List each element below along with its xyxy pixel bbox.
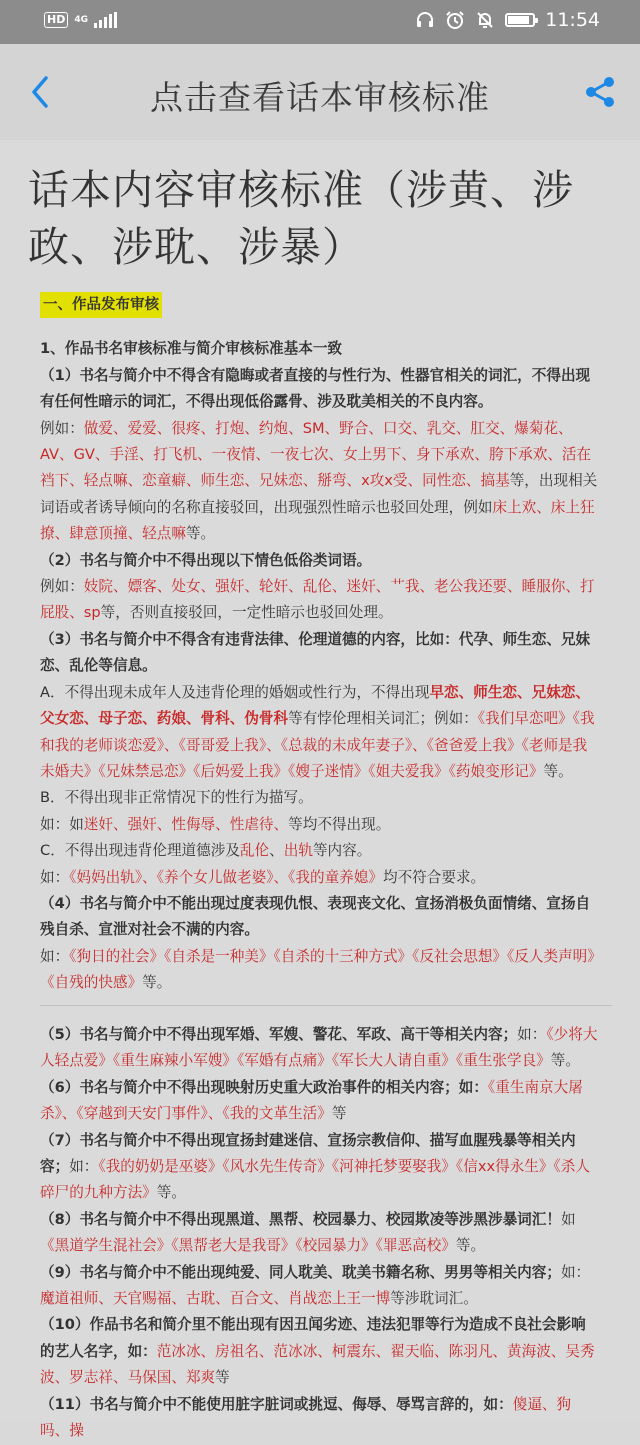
rule-text: （8）书名与简介中不得出现黑道、黑帮、校园暴力、校园欺凌等涉黑涉暴词汇！	[40, 1210, 561, 1228]
example-text: 等有悖伦理相关词汇；例如：	[288, 710, 478, 728]
mute-bell-icon	[475, 10, 495, 30]
example-text: C．不得出现违背伦理道德涉及	[40, 842, 240, 860]
sensitive-titles: 《黑道学生混社会》《黑帮老大是我哥》《校园暴力》《罪恶高校》	[40, 1237, 456, 1255]
rule-1-11	[40, 1392, 600, 1445]
navigation-bar	[0, 44, 640, 140]
example-text: 等。	[142, 974, 172, 992]
rule-1-3-a	[40, 680, 598, 786]
example-text: 等	[215, 1369, 230, 1387]
example-text: 等，否则直接驳回，一定性暗示也驳回处理。	[100, 604, 393, 622]
hd-badge: HD	[44, 12, 68, 28]
rule-1-1-examples	[40, 416, 598, 548]
rule-1-7	[40, 1128, 600, 1207]
example-text: 、	[269, 842, 284, 860]
article-body-part1	[40, 292, 598, 997]
rule-1-3: （3）书名与简介中不得含有违背法律、伦理道德的内容，比如：代孕、师生恋、兄妹恋、乱伦等信息。	[40, 630, 591, 675]
sensitive-words: 早恋、师生恋、兄妹恋、父女恋、母子恋、药娘、骨科、伪骨科	[40, 683, 590, 728]
article-content[interactable]	[0, 140, 640, 1440]
sensitive-words: 床上欢、床上狂撩、肆意顶撞、轻点嘛	[40, 498, 595, 543]
rule-1-4: （4）书名与简介中不能出现过度表现仇恨、表现丧文化、宣扬消极负面情绪、宣扬自残自杀、宣泄对社会不满的内容。	[40, 894, 591, 939]
rule-1-10	[40, 1312, 600, 1391]
example-text: 等内容。	[312, 842, 372, 860]
rule-1-6	[40, 1075, 600, 1128]
example-text: 等。	[543, 762, 573, 780]
example-label: 如：	[560, 1263, 591, 1281]
example-label: 如：	[40, 868, 70, 886]
example-label: 如：	[69, 1158, 99, 1176]
status-left	[44, 12, 117, 28]
page-title: 点击查看话本审核标准	[150, 78, 490, 117]
sensitive-words: 做爱、爱爱、很疼、打炮、约炮、SM、野合、口交、乳交、肛交、爆菊花、AV、GV、手淫、打飞机、一夜情、一夜七次、女上男下、身下承欢、胯下承欢、活在裆下、轻点嘛、恋童癖、师生恋、兄妹恋、掰弯、x攻x受、同性恋、搞基	[40, 419, 592, 490]
rule-1-3-c	[40, 838, 598, 864]
example-label: 如	[560, 1210, 576, 1228]
rule-text: （11）书名与简介中不能使用脏字脏词或挑逗、侮辱、辱骂言辞的，如：	[40, 1395, 513, 1413]
example-text: 等。	[455, 1237, 486, 1255]
rule-1-4-examples	[40, 944, 598, 997]
rule-text: （6）书名与简介中不得出现映射历史重大政治事件的相关内容；如：	[40, 1078, 488, 1096]
sensitive-titles: 《重生南京大屠杀》、《穿越到天安门事件》、《我的文革生活》	[40, 1078, 583, 1123]
battery-icon	[505, 13, 535, 27]
share-icon[interactable]	[582, 74, 618, 110]
example-label: 如：	[517, 1026, 547, 1043]
example-text: 等。	[185, 525, 216, 543]
rule-text: （10）作品书名和简介里不能出现有因丑闻劣迹、违法犯罪等行为造成不良社会影响的艺人名字，如：	[40, 1316, 586, 1360]
sensitive-words: 妓院、嫖客、处女、强奸、轮奸、乱伦、迷奸、艹我、老公我还要、睡服你、打屁股、sp	[40, 578, 595, 622]
rule-text: （5）书名与简介中不得出现军婚、军嫂、警花、军政、高干等相关内容；	[40, 1026, 518, 1043]
example-label: 如：	[40, 947, 70, 965]
rule-1-8	[40, 1207, 600, 1260]
example-label: 例如：	[40, 578, 84, 596]
clock: 11:54	[545, 9, 600, 31]
rule-1-5	[40, 1022, 600, 1075]
chevron-left-icon[interactable]	[22, 72, 62, 112]
sensitive-titles: 《少将大人轻点爱》《重生麻辣小军嫂》《军婚有点痛》《军长大人请自重》《重生张学良》	[40, 1026, 598, 1070]
sensitive-titles: 《我的奶奶是巫婆》《风水先生传奇》《河神托梦要娶我》《信xx得永生》《杀人碎尸的九种方法》	[40, 1158, 590, 1202]
sensitive-names: 范冰冰、房祖名、范冰冰、柯震东、翟天临、陈羽凡、黄海波、吴秀波、罗志祥、马保国、郑爽	[40, 1342, 595, 1387]
rule-1-2-examples	[40, 574, 598, 627]
alarm-icon	[445, 10, 465, 30]
rule-1-9	[40, 1260, 600, 1313]
example-text: 等均不得出现。	[288, 815, 391, 833]
example-text: 等涉耽词汇。	[390, 1290, 478, 1308]
article-body-part2	[40, 1022, 600, 1445]
status-right	[415, 9, 600, 31]
headset-icon	[415, 10, 435, 30]
example-label: 例如：	[40, 419, 84, 437]
sensitive-words: 出轨	[283, 842, 313, 860]
rule-1-3-c-examples	[40, 865, 598, 891]
rule-text: （9）书名与简介中不能出现纯爱、同人耽美、耽美书籍名称、男男等相关内容；	[40, 1263, 561, 1281]
example-text: 等，出现相关词语或者诱导倾向的名称直接驳回，出现强烈性暗示也驳回处理，例如	[40, 472, 598, 516]
example-text: 等	[331, 1105, 347, 1123]
rule-text: （7）书名与简介中不得出现宣扬封建迷信、宣扬宗教信仰、描写血腥残暴等相关内容；	[40, 1131, 576, 1176]
rule-1-2: （2）书名与简介中不得出现以下情色低俗类词语。	[40, 551, 372, 569]
signal-icon	[94, 12, 117, 28]
example-text: 等。	[550, 1052, 580, 1070]
divider	[40, 1005, 612, 1006]
rule-1-3-b: B．不得出现非正常情况下的性行为描写。	[40, 789, 313, 807]
example-text: A．不得出现未成年人及违背伦理的婚姻或性行为，不得出现	[40, 683, 430, 701]
network-type	[74, 16, 88, 25]
sensitive-titles: 《狗日的社会》《自杀是一种美》《自杀的十三种方式》《反社会思想》《反人类声明》《自残的快感》	[40, 947, 595, 992]
sensitive-titles: 《妈妈出轨》、《养个女儿做老婆》、《我的童养媳》	[69, 868, 383, 886]
rule-1-1: （1）书名与简介中不得含有隐晦或者直接的与性行为、性器官相关的词汇，不得出现有任何性暗示的词汇，不得出现低俗露骨、涉及耽美相关的不良内容。	[40, 366, 591, 411]
example-text: 均不符合要求。	[382, 868, 486, 886]
sensitive-words: 乱伦	[239, 842, 270, 860]
sensitive-titles: 《我们早恋吧》《我和我的老师谈恋爱》、《哥哥爱上我》、《总裁的未成年妻子》、《爸爸爱上我》《老师是我未婚夫》《兄妹禁忌恋》《后妈爱上我》《嫂子迷情》《姐夫爱我》《药娘变形记》	[40, 710, 595, 780]
sensitive-words: 魔道祖师、天官赐福、古耽、百合文、肖战恋上王一博	[40, 1290, 391, 1308]
example-text: 等。	[156, 1184, 186, 1202]
article-title: 话本内容审核标准（涉黄、涉政、涉耽、涉暴）	[28, 166, 574, 271]
rule-1: 1、作品书名审核标准与简介审核标准基本一致	[40, 340, 343, 358]
section-heading: 一、作品发布审核	[40, 292, 162, 318]
rule-1-3-b-examples	[40, 812, 598, 838]
example-label: 如：如	[40, 815, 84, 833]
network-label: 4G	[74, 14, 88, 25]
sensitive-words: 迷奸、强奸、性侮辱、性虐待、	[83, 815, 289, 833]
sensitive-words: 傻逼、狗吗、操	[40, 1395, 572, 1440]
status-bar	[0, 0, 640, 44]
